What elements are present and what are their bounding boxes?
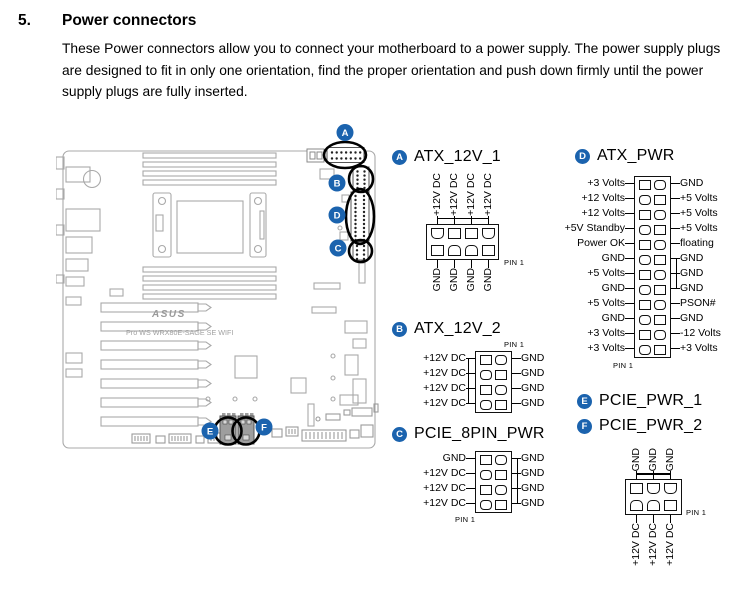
pin-label: GND	[664, 448, 676, 472]
pin-row	[635, 177, 670, 192]
pin-label: GND	[521, 382, 545, 394]
pin-row	[626, 480, 681, 497]
pin-row	[635, 207, 670, 222]
pin	[482, 228, 495, 239]
pin	[639, 345, 651, 355]
pin-row	[476, 397, 511, 412]
tick-lines	[466, 351, 475, 413]
pin-label: GND	[448, 267, 460, 292]
pin	[495, 370, 507, 380]
connector-box-atx-pwr	[634, 176, 671, 358]
pin	[654, 255, 666, 265]
pin-label: GND	[680, 177, 704, 189]
pin-label: +12 Volts	[581, 192, 625, 204]
pin-label: GND	[680, 282, 704, 294]
pin	[639, 315, 651, 325]
pin-label: +5 Volts	[680, 192, 718, 204]
pin	[654, 240, 666, 250]
pin-row	[635, 252, 670, 267]
tick-lines	[671, 176, 680, 358]
pin-label: floating	[680, 237, 714, 249]
page-title: Power connectors	[62, 12, 197, 29]
pin-labels-bottom	[625, 523, 679, 566]
pin-label: GND	[521, 367, 545, 379]
pin	[654, 330, 666, 340]
pin-label: +3 Volts	[680, 342, 718, 354]
pin	[495, 470, 507, 480]
pin-label: GND	[647, 448, 659, 472]
pin	[495, 485, 507, 495]
pin-label: PSON#	[680, 297, 716, 309]
pin-label: +12V DC	[423, 482, 466, 494]
pin	[639, 195, 651, 205]
connector-name-atx-12v-2: ATX_12V_2	[414, 320, 501, 337]
pin-row	[635, 267, 670, 282]
pin-label: +12 Volts	[581, 207, 625, 219]
header-pcie-8pin-pwr	[392, 425, 545, 443]
pin-label: GND	[521, 467, 545, 479]
pin	[639, 255, 651, 265]
pin-row	[476, 467, 511, 482]
bracket-line	[517, 458, 518, 504]
pin-row	[476, 452, 511, 467]
svg-text:D: D	[333, 210, 341, 222]
pin-label: +3 Volts	[587, 342, 625, 354]
badge-f: F	[577, 419, 592, 434]
header-pcie-pwr-2	[577, 417, 702, 435]
connector-name-pcie-pwr-1: PCIE_PWR_1	[599, 392, 703, 409]
tick-lines	[625, 176, 634, 358]
pin	[654, 225, 666, 235]
connector-name-pcie-8pin-pwr: PCIE_8PIN_PWR	[414, 425, 545, 442]
intro-paragraph: These Power connectors allow you to connect your motherboard to a power supply. The power supply plugs are designed to fit in only one orientation, find the proper orientation and push down firmly until the power supply plugs are fully inserted.	[62, 41, 721, 99]
pin-row	[635, 222, 670, 237]
pin1-label: PIN 1	[686, 508, 707, 517]
pin	[630, 483, 643, 494]
pin-label: GND	[521, 452, 545, 464]
pin-row	[626, 497, 681, 514]
pin	[465, 245, 478, 256]
pin-row	[476, 352, 511, 367]
pin-label: GND	[442, 452, 466, 464]
pin-label: Power OK	[577, 237, 625, 249]
pin1-label: PIN 1	[613, 361, 634, 370]
pin-label: +5 Volts	[680, 222, 718, 234]
pin-labels-bottom	[426, 268, 497, 291]
pin-label: +12V DC	[630, 523, 642, 567]
pin	[639, 300, 651, 310]
badge-b: B	[392, 322, 407, 337]
pin-row	[476, 482, 511, 497]
pin	[431, 228, 444, 239]
pin	[480, 400, 492, 410]
header-atx-pwr	[575, 147, 675, 165]
diagram-atx-12v-2	[404, 340, 545, 413]
bracket-line	[468, 358, 469, 404]
pin	[647, 500, 660, 511]
pin	[495, 355, 507, 365]
pin-row	[635, 192, 670, 207]
pin1-label: PIN 1	[504, 340, 525, 349]
pin-label: +12V DC	[423, 397, 466, 409]
bottom-edge-headers	[132, 404, 378, 443]
pin	[664, 500, 677, 511]
pin	[654, 270, 666, 280]
pin	[654, 210, 666, 220]
connector-box-atx-12v-2	[475, 351, 512, 413]
pin-row	[427, 225, 498, 242]
pin-labels-left	[404, 351, 466, 411]
pin	[495, 500, 507, 510]
pin	[647, 483, 660, 494]
board-components	[206, 169, 367, 426]
pin	[654, 300, 666, 310]
pin-label: GND	[482, 267, 494, 292]
pin	[654, 315, 666, 325]
pin	[654, 195, 666, 205]
board-model-text: Pro WS WRX80E-SAGE SE WIFI	[126, 328, 234, 337]
svg-text:A: A	[341, 128, 349, 139]
pin1-label: PIN 1	[504, 258, 525, 267]
svg-text:C: C	[334, 243, 342, 255]
connector-name-atx-12v-1: ATX_12V_1	[414, 148, 501, 165]
pin	[480, 385, 492, 395]
tick-lines	[426, 216, 500, 224]
pin-label: GND	[431, 267, 443, 292]
pin-labels-top	[426, 173, 497, 216]
cpu-socket	[153, 193, 266, 257]
pin-label: +12V DC	[664, 523, 676, 567]
pin	[495, 455, 507, 465]
pin-label: GND	[601, 252, 625, 264]
pin	[495, 385, 507, 395]
pin-label: +5 Volts	[587, 297, 625, 309]
pin	[654, 180, 666, 190]
tick-lines	[625, 471, 682, 479]
pin	[639, 240, 651, 250]
pin-row	[476, 382, 511, 397]
pin-labels-right	[680, 176, 735, 356]
pin-label: +12V DC	[465, 173, 477, 216]
asus-logo: ASUS	[152, 309, 186, 320]
pin	[480, 355, 492, 365]
pin-row	[635, 282, 670, 297]
pin-labels-right	[521, 451, 544, 511]
pin	[495, 400, 507, 410]
pin1-label: PIN 1	[455, 515, 476, 524]
connector-a-block	[307, 148, 364, 163]
connector-box-pcie-8pin-pwr	[475, 451, 512, 513]
bracket-line	[437, 218, 489, 219]
pin-row	[635, 342, 670, 357]
pin	[448, 228, 461, 239]
pin-row	[427, 242, 498, 259]
pin-label: +5V Standby	[564, 222, 625, 234]
pin	[480, 370, 492, 380]
svg-text:B: B	[333, 178, 341, 190]
pin-labels-top	[625, 448, 679, 471]
pin	[480, 455, 492, 465]
pin	[482, 245, 495, 256]
pin-label: GND	[521, 397, 545, 409]
pin-label: +12V DC	[423, 497, 466, 509]
tick-lines	[466, 451, 475, 513]
badge-d: D	[575, 149, 590, 164]
pin-labels-right	[521, 351, 544, 411]
motherboard-diagram	[56, 124, 388, 457]
badge-e: E	[577, 394, 592, 409]
pin	[448, 245, 461, 256]
pin	[654, 345, 666, 355]
tick-lines	[512, 451, 521, 513]
connector-box-pcie-pwr	[625, 479, 682, 515]
pin	[431, 245, 444, 256]
pin-label: +5 Volts	[680, 207, 718, 219]
connector-name-atx-pwr: ATX_PWR	[597, 147, 675, 164]
pin-label: +12V DC	[448, 173, 460, 216]
pin-label: GND	[521, 497, 545, 509]
pin	[639, 180, 651, 190]
pin	[639, 270, 651, 280]
pin	[639, 210, 651, 220]
connector-d-block	[351, 192, 369, 241]
badge-a: A	[392, 150, 407, 165]
svg-text:E: E	[206, 426, 214, 438]
pin-label: +3 Volts	[587, 327, 625, 339]
tick-lines	[512, 351, 521, 413]
pin-label: GND	[521, 482, 545, 494]
pin-label: +12V DC	[431, 173, 443, 216]
pin-row	[476, 497, 511, 512]
diagram-atx-pwr	[551, 176, 735, 370]
pin-label: +12V DC	[482, 173, 494, 216]
pin-label: +3 Volts	[587, 177, 625, 189]
pin	[480, 470, 492, 480]
pin-label: GND	[601, 312, 625, 324]
pin	[480, 485, 492, 495]
pin	[630, 500, 643, 511]
pin-label: GND	[521, 352, 545, 364]
section-number: 5.	[18, 12, 31, 29]
pin	[639, 225, 651, 235]
pin-label: -12 Volts	[680, 327, 721, 339]
pin-label: GND	[680, 267, 704, 279]
pin-label: +12V DC	[647, 523, 659, 567]
diagram-atx-12v-1	[426, 173, 525, 292]
connector-name-pcie-pwr-2: PCIE_PWR_2	[599, 417, 703, 434]
tick-lines	[426, 260, 500, 268]
highlight-circles	[215, 142, 375, 445]
pin	[654, 285, 666, 295]
pin-labels-left	[404, 451, 466, 511]
pin-row	[635, 237, 670, 252]
pin-label: GND	[465, 267, 477, 292]
pin	[664, 483, 677, 494]
pin-row	[635, 312, 670, 327]
pin-row	[476, 367, 511, 382]
pin-label: GND	[601, 282, 625, 294]
bracket-line	[676, 258, 677, 289]
pin-label: GND	[680, 312, 704, 324]
svg-text:F: F	[261, 422, 267, 434]
pin-label: +12V DC	[423, 367, 466, 379]
badge-c: C	[392, 427, 407, 442]
pin	[639, 330, 651, 340]
diagram-pcie-8pin-pwr	[404, 451, 545, 524]
connector-box-atx-12v-1	[426, 224, 499, 260]
pin-labels-left	[551, 176, 625, 356]
pin-row	[635, 327, 670, 342]
header-atx-12v-2	[392, 320, 501, 338]
pin-row	[635, 297, 670, 312]
pin-label: +12V DC	[423, 382, 466, 394]
header-atx-12v-1	[392, 148, 501, 166]
pin-label: GND	[680, 252, 704, 264]
diagram-pcie-pwr	[625, 448, 707, 567]
bracket-line	[636, 473, 671, 474]
pin-label: +12V DC	[423, 467, 466, 479]
pin-label: +12V DC	[423, 352, 466, 364]
pin	[639, 285, 651, 295]
pin-label: GND	[630, 448, 642, 472]
pin-label: +5 Volts	[587, 267, 625, 279]
pin	[465, 228, 478, 239]
header-pcie-pwr-1	[577, 392, 702, 410]
pin	[480, 500, 492, 510]
